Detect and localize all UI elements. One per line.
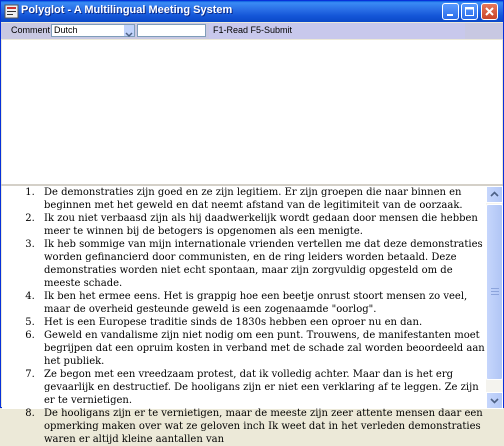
close-button[interactable] [481, 3, 498, 20]
language-value: Dutch [54, 25, 78, 35]
grip-line [491, 288, 499, 289]
comment-area[interactable] [2, 40, 502, 184]
transcript-pane[interactable] [2, 186, 486, 445]
transcript-item: 3. Ik heb sommige van mijn internationale vrienden vertellen me dat deze demonstraties worden gefinancierd door communisten, en de ring leiders worden betaald. Deze demonstraties worden niet echt spontaan, maar zijn zorgvuldig opgesteld om de meeste schade. [38, 238, 486, 290]
grip-line [491, 294, 499, 295]
minimize-button[interactable] [442, 3, 459, 20]
transcript-item: 6. Geweld en vandalisme zijn niet nodig om een punt. Trouwens, de manifestanten moet begrijpen dat een opruim kosten in verband met de schade zal worden beoordeeld aan het publiek. [38, 329, 486, 368]
dropdown-button[interactable] [124, 25, 134, 36]
comment-toolbar [1, 23, 503, 39]
transcript-item: 1. De demonstraties zijn goed en ze zijn legitiem. Er zijn groepen die naar binnen en beginnen met het geweld en dat neemt afstand van de legitimiteit van de oorzaak. [38, 186, 486, 212]
scroll-thumb[interactable] [486, 204, 503, 380]
scroll-up-button[interactable] [486, 186, 503, 203]
vertical-scrollbar[interactable] [486, 186, 503, 409]
transcript-item: 8. De hooligans zijn er te vernietigen, maar de meeste zijn zeer attente mensen daar een opmerking maken over wat ze geloven inch Ik weet dat in het verleden demonstraties waren er altijd kleine aantallen van [38, 407, 486, 446]
hotkey-hint: F1-Read F5-Submit [213, 25, 293, 35]
chevron-down-icon [124, 29, 134, 40]
comment-label: Comment [11, 25, 51, 35]
arrow-down-icon [487, 393, 502, 408]
maximize-icon [462, 4, 477, 19]
transcript-item: 5. Het is een Europese traditie sinds de 1830s hebben een oproer nu en dan. [38, 316, 486, 329]
language-select[interactable] [51, 24, 135, 37]
title-bar[interactable] [1, 1, 503, 22]
grip-line [491, 291, 499, 292]
transcript-item: 7. Ze begon met een vreedzaam protest, dat ik volledig achter. Maar dan is het erg gevaarlijk en destructief. De hooligans zijn er niet een verklaring af te leggen. Ze zijn er te vernietigen. [38, 368, 486, 407]
transcript-item: 4. Ik ben het ermee eens. Het is grappig hoe een beetje onrust stoort mensen zo veel, maar de overheid gesteunde geweld is een zogenaamde "oorlog". [38, 290, 486, 316]
maximize-button[interactable] [461, 3, 478, 20]
app-icon [4, 4, 19, 19]
scroll-down-button[interactable] [486, 392, 503, 409]
window-title: Polyglot - A Multilingual Meeting System [21, 4, 233, 16]
minimize-icon [443, 4, 458, 19]
comment-input[interactable] [137, 24, 206, 37]
close-icon [482, 4, 497, 19]
arrow-up-icon [487, 187, 502, 202]
transcript-list [2, 186, 486, 446]
transcript-item: 2. Ik zou niet verbaasd zijn als hij daadwerkelijk wordt gedaan door mensen die hebben meer te winnen bij de betogers is opgenomen als een menigte. [38, 212, 486, 238]
